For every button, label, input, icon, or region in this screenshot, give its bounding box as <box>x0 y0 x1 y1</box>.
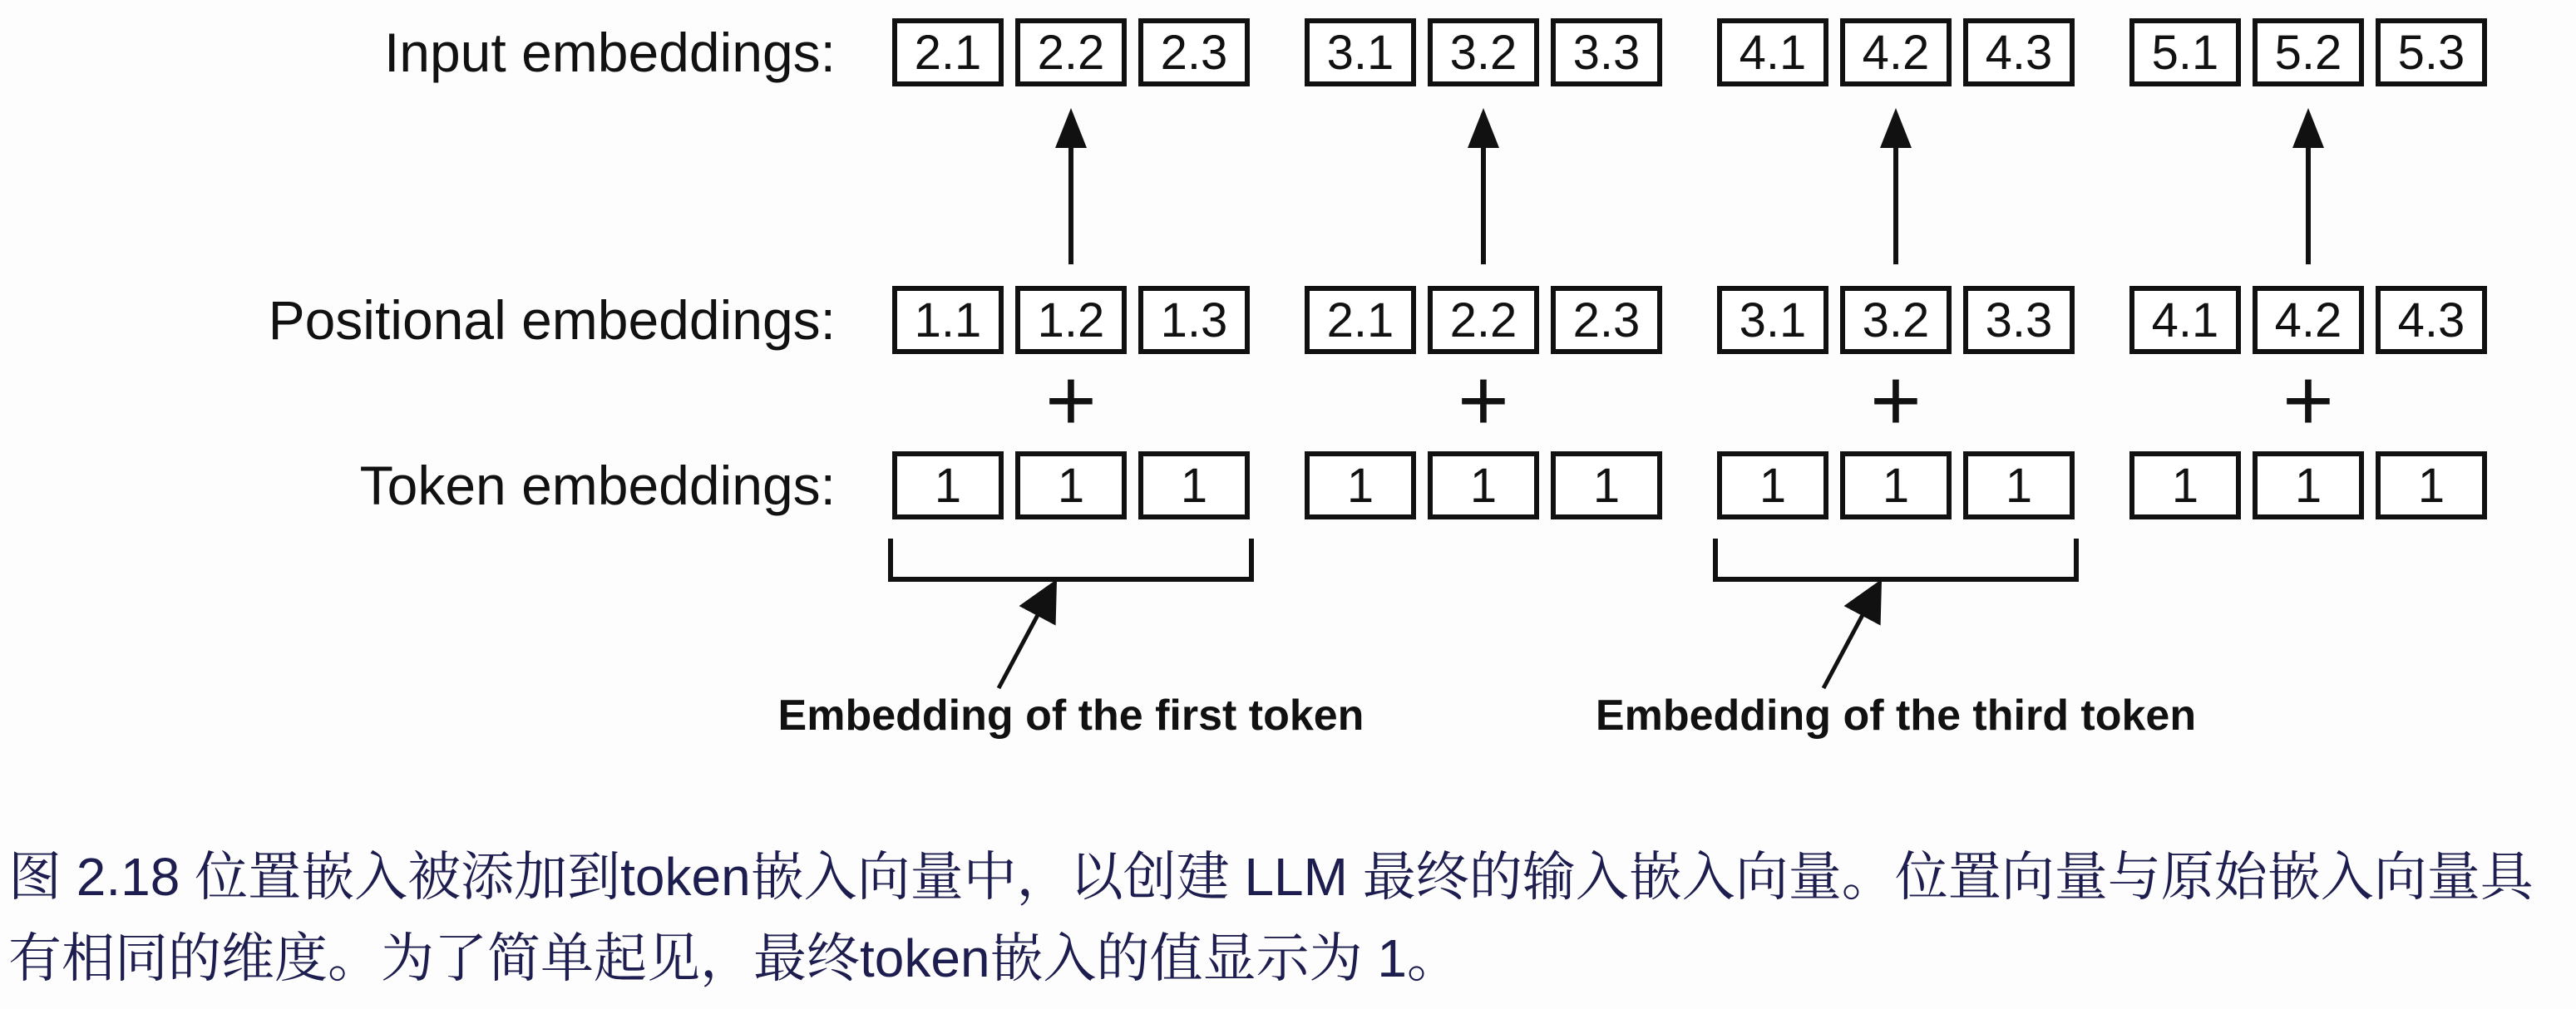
embedding-cell: 1 <box>1963 451 2075 519</box>
embedding-cell: 2.1 <box>1305 286 1416 354</box>
token-embeddings-label: Token embeddings: <box>359 455 836 516</box>
embedding-cell: 3.1 <box>1717 286 1828 354</box>
embedding-cell: 1 <box>1305 451 1416 519</box>
plus-operator: + <box>1870 352 1922 450</box>
embedding-cell: 3.2 <box>1840 286 1952 354</box>
embedding-cell: 3.3 <box>1963 286 2075 354</box>
embedding-group <box>1305 0 1662 798</box>
annotation-label: Embedding of the third token <box>1595 692 2197 740</box>
embedding-vector <box>1305 18 1662 86</box>
embedding-cell: 5.3 <box>2376 18 2487 86</box>
embedding-cell: 1 <box>1717 451 1828 519</box>
embedding-cell: 1.3 <box>1138 286 1250 354</box>
embedding-cell: 4.2 <box>1840 18 1952 86</box>
embedding-vector <box>1717 451 2075 519</box>
embedding-cell: 1 <box>2253 451 2364 519</box>
embedding-cell: 3.3 <box>1551 18 1662 86</box>
embedding-group <box>777 0 1364 798</box>
embedding-vector <box>1717 18 2075 86</box>
token-bracket <box>1713 539 2079 582</box>
embedding-cell: 1 <box>1428 451 1539 519</box>
input-embeddings-label: Input embeddings: <box>383 22 836 83</box>
embedding-cell: 5.2 <box>2253 18 2364 86</box>
annotation-label: Embedding of the first token <box>777 692 1364 740</box>
diagonal-arrow-icon <box>1804 577 1912 693</box>
token-bracket <box>888 539 1254 582</box>
embedding-vector <box>892 18 1250 86</box>
embedding-cell: 2.2 <box>1015 18 1127 86</box>
embedding-cell: 4.3 <box>1963 18 2075 86</box>
embedding-vector <box>1305 451 1662 519</box>
embedding-vector <box>892 451 1250 519</box>
up-arrow-icon <box>2283 105 2333 268</box>
embedding-cell: 3.1 <box>1305 18 1416 86</box>
plus-operator: + <box>1045 352 1097 450</box>
embedding-cell: 3.2 <box>1428 18 1539 86</box>
embedding-cell: 1 <box>892 451 1004 519</box>
embedding-vector <box>1717 286 2075 354</box>
embedding-cell: 4.2 <box>2253 286 2364 354</box>
embedding-cell: 4.1 <box>2129 286 2241 354</box>
embedding-vector <box>2129 286 2487 354</box>
embedding-vector <box>892 286 1250 354</box>
embedding-group <box>2129 0 2487 798</box>
embedding-cell: 2.2 <box>1428 286 1539 354</box>
diagonal-arrow-icon <box>980 577 1088 693</box>
embedding-vector <box>1305 286 1662 354</box>
embedding-cell: 2.1 <box>892 18 1004 86</box>
embedding-cell: 1 <box>2376 451 2487 519</box>
embedding-cell: 1 <box>2129 451 2241 519</box>
plus-operator: + <box>1458 352 1509 450</box>
embedding-cell: 4.3 <box>2376 286 2487 354</box>
embedding-vector <box>2129 18 2487 86</box>
embedding-cell: 2.3 <box>1551 286 1662 354</box>
figure-caption <box>8 836 2569 999</box>
up-arrow-icon <box>1871 105 1921 268</box>
plus-operator: + <box>2282 352 2334 450</box>
figure-caption-line: 有相同的维度。为了简单起见，最终token嵌入的值显示为 1。 <box>8 928 1460 988</box>
embedding-cell: 1 <box>1551 451 1662 519</box>
up-arrow-icon <box>1046 105 1096 268</box>
embedding-cell: 1.1 <box>892 286 1004 354</box>
embedding-cell: 5.1 <box>2129 18 2241 86</box>
up-arrow-icon <box>1458 105 1508 268</box>
embedding-cell: 1 <box>1840 451 1952 519</box>
positional-embeddings-label: Positional embeddings: <box>268 289 836 351</box>
embedding-cell: 1.2 <box>1015 286 1127 354</box>
embedding-cell: 1 <box>1015 451 1127 519</box>
embedding-cell: 1 <box>1138 451 1250 519</box>
figure-caption-line: 图 2.18 位置嵌入被添加到token嵌入向量中，以创建 LLM 最终的输入嵌入向量。位置向量与原始嵌入向量具 <box>8 847 2534 907</box>
embedding-vector <box>2129 451 2487 519</box>
embedding-cell: 2.3 <box>1138 18 1250 86</box>
embedding-cell: 4.1 <box>1717 18 1828 86</box>
